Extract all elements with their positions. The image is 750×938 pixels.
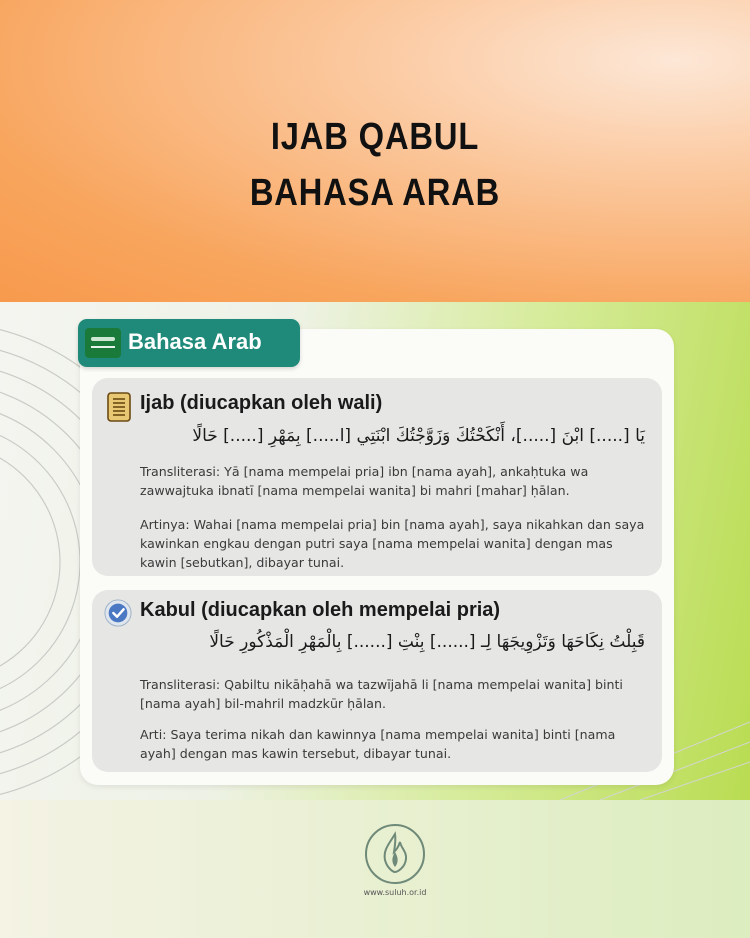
page-title-line1: IJAB QABUL <box>270 116 480 158</box>
page-title-line2: BAHASA ARAB <box>249 172 501 214</box>
language-tag-label: Bahasa Arab <box>128 329 262 354</box>
saudi-flag-icon <box>85 328 121 358</box>
language-tag <box>78 319 300 367</box>
ijab-meaning: Artinya: Wahai [nama mempelai pria] bin [nama ayah], saya nikahkan dan saya kawinkan engkau dengan putri saya [nama mempelai wanita] dengan mas kawin [sebutkan], dibayar tunai. <box>140 517 645 570</box>
kabul-heading: Kabul (diucapkan oleh mempelai pria) <box>140 599 501 621</box>
kabul-meaning: Arti: Saya terima nikah dan kawinnya [nama mempelai wanita] binti [nama ayah] dengan mas kawin tersebut, dibayar tunai. <box>140 727 616 761</box>
ijab-arabic-text: يَا [.....] ابْنَ [.....]، أَنْكَحْتُكَ وَزَوَّجْتُكَ ابْنَتِي [ا.....] بِمَهْرِ [.....] حَالًا <box>192 426 645 446</box>
check-badge-icon <box>104 598 132 628</box>
document-icon <box>105 392 133 422</box>
kabul-transliteration: Transliterasi: Qabiltu nikāḥahā wa tazwījahā li [nama mempelai wanita] binti [nama ayah] bil-mahril madzkūr ḥālan. <box>140 677 623 711</box>
footer-url: www.suluh.or.id <box>363 888 427 897</box>
flame-logo-icon <box>363 822 427 886</box>
ijab-heading: Ijab (diucapkan oleh wali) <box>140 392 383 414</box>
kabul-arabic-text: قَبِلْتُ نِكَاحَهَا وَتَزْوِيجَهَا لِـ [......] بِنْتِ [......] بِالْمَهْرِ الْمَذْكُورِ حَالًا <box>209 632 645 652</box>
ijab-transliteration: Transliterasi: Yā [nama mempelai pria] ibn [nama ayah], ankaḥtuka wa zawwajtuka ibnatī [nama mempelai wanita] bi mahri [mahar] ḥālan. <box>140 464 589 498</box>
